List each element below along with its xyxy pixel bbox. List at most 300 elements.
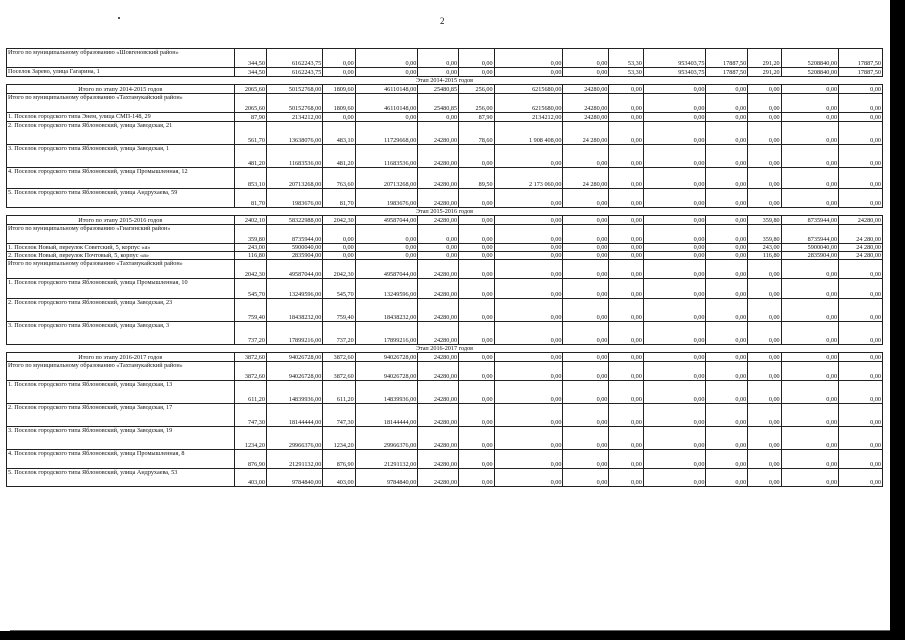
value-cell: 0,00 bbox=[459, 260, 494, 279]
value-cell: 17887,50 bbox=[706, 68, 748, 77]
value-cell: 6215680,00 bbox=[494, 94, 563, 113]
stage-header-row bbox=[7, 208, 883, 216]
table-row bbox=[7, 168, 883, 189]
value-cell: 0,00 bbox=[494, 252, 563, 260]
value-cell: 2134212,00 bbox=[494, 113, 563, 122]
value-cell: 0,00 bbox=[563, 260, 609, 279]
value-cell: 0,00 bbox=[748, 279, 781, 299]
value-cell: 0,00 bbox=[839, 404, 883, 427]
value-cell: 0,00 bbox=[609, 94, 643, 113]
value-cell: 0,00 bbox=[494, 216, 563, 225]
row-name: 2. Поселок Новый, переулок Почтовый, 5, корпус «а» bbox=[8, 252, 149, 259]
value-cell: 0,00 bbox=[494, 362, 563, 381]
row-name-cell bbox=[7, 68, 235, 77]
value-cell: 0,00 bbox=[781, 279, 838, 299]
value-cell: 49587044,00 bbox=[355, 216, 418, 225]
value-cell: 46110148,00 bbox=[355, 94, 418, 113]
value-cell: 0,00 bbox=[706, 113, 748, 122]
value-cell: 81,70 bbox=[234, 189, 266, 208]
scan-border-bottom bbox=[0, 631, 905, 640]
table-row bbox=[7, 362, 883, 381]
value-cell: 0,00 bbox=[748, 85, 781, 94]
value-cell: 0,00 bbox=[494, 244, 563, 252]
value-cell: 0,00 bbox=[609, 145, 643, 168]
value-cell: 0,00 bbox=[748, 189, 781, 208]
value-cell: 0,00 bbox=[643, 85, 706, 94]
housing-program-table bbox=[6, 48, 883, 487]
value-cell: 9784840,00 bbox=[355, 469, 418, 487]
value-cell: 0,00 bbox=[459, 299, 494, 322]
value-cell: 876,90 bbox=[234, 450, 266, 469]
value-cell: 49587044,00 bbox=[266, 260, 322, 279]
value-cell: 0,00 bbox=[748, 362, 781, 381]
value-cell: 0,00 bbox=[609, 225, 643, 244]
stage-total-row bbox=[7, 353, 883, 362]
value-cell: 24280,00 bbox=[418, 299, 459, 322]
value-cell: 24280,00 bbox=[418, 168, 459, 189]
value-cell: 0,00 bbox=[494, 381, 563, 404]
value-cell: 0,00 bbox=[459, 427, 494, 450]
value-cell: 0,00 bbox=[355, 68, 418, 77]
value-cell: 21291132,00 bbox=[355, 450, 418, 469]
value-cell: 24280,00 bbox=[418, 260, 459, 279]
value-cell: 9784840,00 bbox=[266, 469, 322, 487]
value-cell: 0,00 bbox=[748, 122, 781, 145]
value-cell: 747,30 bbox=[323, 404, 355, 427]
value-cell: 0,00 bbox=[494, 279, 563, 299]
value-cell: 0,00 bbox=[781, 469, 838, 487]
row-name: Поселок Зарево, улица Гагарина, 1 bbox=[8, 68, 100, 75]
value-cell: 759,40 bbox=[323, 299, 355, 322]
value-cell: 0,00 bbox=[781, 353, 838, 362]
row-name: 1. Поселок городского типа Яблоновский, улица Промышленная, 10 bbox=[8, 279, 188, 286]
value-cell: 50152768,00 bbox=[266, 85, 322, 94]
row-name-cell bbox=[7, 216, 235, 225]
value-cell: 0,00 bbox=[839, 381, 883, 404]
value-cell: 0,00 bbox=[609, 299, 643, 322]
page-number: 2 bbox=[440, 16, 445, 26]
row-name: 3. Поселок городского типа Яблоновский, улица Заводская, 3 bbox=[8, 322, 170, 329]
table-row bbox=[7, 404, 883, 427]
row-name-cell bbox=[7, 322, 235, 345]
stage-title: Этап 2016-2017 годов bbox=[7, 345, 883, 353]
value-cell: 0,00 bbox=[323, 252, 355, 260]
row-name: 1. Поселок городского типа Яблоновский, улица Заводская, 13 bbox=[8, 381, 173, 388]
row-name: Итого по муниципальному образованию «Тахтамукайский район» bbox=[8, 260, 183, 267]
value-cell: 256,00 bbox=[459, 94, 494, 113]
row-name: 4. Поселок городского типа Яблоновский, улица Промышленная, 8 bbox=[8, 450, 185, 457]
value-cell: 17887,50 bbox=[839, 68, 883, 77]
row-name: Итого по муниципальному образованию «Гиагинский район» bbox=[8, 225, 171, 232]
row-name-cell bbox=[7, 299, 235, 322]
row-name: 2. Поселок городского типа Яблоновский, улица Заводская, 21 bbox=[8, 122, 173, 129]
value-cell: 0,00 bbox=[706, 260, 748, 279]
value-cell: 0,00 bbox=[563, 381, 609, 404]
value-cell: 0,00 bbox=[494, 49, 563, 68]
value-cell: 1 908 408,00 bbox=[494, 122, 563, 145]
value-cell: 24280,00 bbox=[418, 404, 459, 427]
value-cell: 18144444,00 bbox=[355, 404, 418, 427]
value-cell: 3872,60 bbox=[234, 353, 266, 362]
value-cell: 0,00 bbox=[706, 404, 748, 427]
row-name: 2. Поселок городского типа Яблоновский, улица Заводская, 17 bbox=[8, 404, 173, 411]
value-cell: 0,00 bbox=[748, 260, 781, 279]
row-name: Итого по этапу 2014-2015 годов bbox=[78, 86, 163, 93]
value-cell: 0,00 bbox=[643, 260, 706, 279]
value-cell: 2134212,00 bbox=[266, 113, 322, 122]
value-cell: 0,00 bbox=[459, 189, 494, 208]
row-name-cell bbox=[7, 225, 235, 244]
value-cell: 0,00 bbox=[609, 113, 643, 122]
value-cell: 483,10 bbox=[323, 122, 355, 145]
value-cell: 0,00 bbox=[459, 362, 494, 381]
table-row bbox=[7, 260, 883, 279]
value-cell: 481,20 bbox=[323, 145, 355, 168]
table-row bbox=[7, 279, 883, 299]
table-row bbox=[7, 122, 883, 145]
value-cell: 0,00 bbox=[839, 279, 883, 299]
value-cell: 0,00 bbox=[459, 450, 494, 469]
value-cell: 24 280,00 bbox=[839, 244, 883, 252]
value-cell: 759,40 bbox=[234, 299, 266, 322]
value-cell: 49587044,00 bbox=[355, 260, 418, 279]
value-cell: 81,70 bbox=[323, 189, 355, 208]
value-cell: 0,00 bbox=[323, 225, 355, 244]
value-cell: 0,00 bbox=[494, 225, 563, 244]
value-cell: 0,00 bbox=[748, 299, 781, 322]
value-cell: 0,00 bbox=[563, 362, 609, 381]
value-cell: 20713268,00 bbox=[355, 168, 418, 189]
value-cell: 0,00 bbox=[706, 450, 748, 469]
value-cell: 0,00 bbox=[609, 381, 643, 404]
row-name: 4. Поселок городского типа Яблоновский, улица Промышленная, 12 bbox=[8, 168, 188, 175]
value-cell: 1809,60 bbox=[323, 94, 355, 113]
value-cell: 0,00 bbox=[459, 244, 494, 252]
value-cell: 0,00 bbox=[781, 122, 838, 145]
table-row bbox=[7, 252, 883, 260]
value-cell: 0,00 bbox=[748, 427, 781, 450]
value-cell: 2 173 060,00 bbox=[494, 168, 563, 189]
value-cell: 0,00 bbox=[643, 353, 706, 362]
value-cell: 18438232,00 bbox=[355, 299, 418, 322]
value-cell: 24280,00 bbox=[418, 381, 459, 404]
table-row bbox=[7, 244, 883, 252]
value-cell: 0,00 bbox=[609, 189, 643, 208]
value-cell: 344,50 bbox=[234, 49, 266, 68]
value-cell: 0,00 bbox=[459, 469, 494, 487]
value-cell: 0,00 bbox=[748, 145, 781, 168]
value-cell: 24280,00 bbox=[418, 469, 459, 487]
value-cell: 0,00 bbox=[706, 94, 748, 113]
value-cell: 0,00 bbox=[609, 322, 643, 345]
value-cell: 256,00 bbox=[459, 85, 494, 94]
value-cell: 0,00 bbox=[563, 299, 609, 322]
value-cell: 3872,60 bbox=[323, 353, 355, 362]
value-cell: 25480,85 bbox=[418, 85, 459, 94]
value-cell: 5208840,00 bbox=[781, 68, 838, 77]
value-cell: 0,00 bbox=[839, 85, 883, 94]
value-cell: 8735944,00 bbox=[781, 216, 838, 225]
value-cell: 0,00 bbox=[418, 49, 459, 68]
value-cell: 24 280,00 bbox=[563, 122, 609, 145]
value-cell: 0,00 bbox=[781, 189, 838, 208]
value-cell: 0,00 bbox=[706, 427, 748, 450]
value-cell: 53,30 bbox=[609, 49, 643, 68]
value-cell: 0,00 bbox=[355, 49, 418, 68]
value-cell: 0,00 bbox=[418, 244, 459, 252]
value-cell: 0,00 bbox=[563, 68, 609, 77]
value-cell: 0,00 bbox=[494, 404, 563, 427]
value-cell: 0,00 bbox=[494, 322, 563, 345]
value-cell: 611,20 bbox=[234, 381, 266, 404]
value-cell: 763,60 bbox=[323, 168, 355, 189]
row-name-cell bbox=[7, 244, 235, 252]
value-cell: 14839936,00 bbox=[266, 381, 322, 404]
row-name: Итого по муниципальному образованию «Тахтамукайский район» bbox=[8, 362, 183, 369]
table-row bbox=[7, 68, 883, 77]
value-cell: 11729668,00 bbox=[355, 122, 418, 145]
stage-title: Этап 2015-2016 годов bbox=[7, 208, 883, 216]
value-cell: 853,10 bbox=[234, 168, 266, 189]
value-cell: 359,80 bbox=[234, 225, 266, 244]
value-cell: 17887,50 bbox=[706, 49, 748, 68]
table-row bbox=[7, 145, 883, 168]
value-cell: 24 280,00 bbox=[839, 252, 883, 260]
stage-header-row bbox=[7, 345, 883, 353]
value-cell: 0,00 bbox=[643, 427, 706, 450]
value-cell: 24280,00 bbox=[418, 450, 459, 469]
value-cell: 94026728,00 bbox=[355, 362, 418, 381]
value-cell: 0,00 bbox=[839, 322, 883, 345]
value-cell: 0,00 bbox=[781, 94, 838, 113]
value-cell: 0,00 bbox=[706, 353, 748, 362]
value-cell: 0,00 bbox=[563, 427, 609, 450]
value-cell: 0,00 bbox=[563, 252, 609, 260]
row-name: 3. Поселок городского типа Яблоновский, улица Заводская, 1 bbox=[8, 145, 170, 152]
value-cell: 0,00 bbox=[839, 113, 883, 122]
value-cell: 0,00 bbox=[609, 216, 643, 225]
row-name: 1. Поселок городского типа Энем, улица СМП-148, 29 bbox=[8, 113, 151, 120]
value-cell: 747,30 bbox=[234, 404, 266, 427]
value-cell: 0,00 bbox=[781, 322, 838, 345]
value-cell: 24280,00 bbox=[418, 216, 459, 225]
row-name-cell bbox=[7, 252, 235, 260]
table-row bbox=[7, 299, 883, 322]
value-cell: 0,00 bbox=[643, 145, 706, 168]
value-cell: 11683536,00 bbox=[355, 145, 418, 168]
value-cell: 0,00 bbox=[748, 94, 781, 113]
row-name-cell bbox=[7, 189, 235, 208]
value-cell: 18438232,00 bbox=[266, 299, 322, 322]
value-cell: 0,00 bbox=[459, 279, 494, 299]
value-cell: 2042,30 bbox=[234, 260, 266, 279]
table-row bbox=[7, 427, 883, 450]
value-cell: 3872,60 bbox=[323, 362, 355, 381]
value-cell: 0,00 bbox=[459, 381, 494, 404]
value-cell: 0,00 bbox=[609, 404, 643, 427]
value-cell: 0,00 bbox=[459, 49, 494, 68]
value-cell: 24280,00 bbox=[418, 122, 459, 145]
row-name-cell bbox=[7, 168, 235, 189]
value-cell: 0,00 bbox=[323, 49, 355, 68]
value-cell: 0,00 bbox=[609, 450, 643, 469]
value-cell: 0,00 bbox=[781, 168, 838, 189]
value-cell: 0,00 bbox=[323, 113, 355, 122]
value-cell: 29966376,00 bbox=[266, 427, 322, 450]
value-cell: 0,00 bbox=[643, 252, 706, 260]
value-cell: 0,00 bbox=[494, 189, 563, 208]
value-cell: 0,00 bbox=[643, 113, 706, 122]
value-cell: 0,00 bbox=[494, 450, 563, 469]
row-name: Итого по муниципальному образованию «Тахтамукайский район» bbox=[8, 94, 183, 101]
value-cell: 116,80 bbox=[234, 252, 266, 260]
row-name-cell bbox=[7, 381, 235, 404]
value-cell: 0,00 bbox=[748, 353, 781, 362]
value-cell: 0,00 bbox=[706, 189, 748, 208]
value-cell: 0,00 bbox=[355, 252, 418, 260]
value-cell: 0,00 bbox=[563, 450, 609, 469]
scan-speck bbox=[118, 17, 120, 19]
value-cell: 0,00 bbox=[494, 353, 563, 362]
value-cell: 5900040,00 bbox=[266, 244, 322, 252]
value-cell: 6162243,75 bbox=[266, 49, 322, 68]
value-cell: 0,00 bbox=[643, 225, 706, 244]
value-cell: 78,60 bbox=[459, 122, 494, 145]
value-cell: 243,00 bbox=[234, 244, 266, 252]
value-cell: 737,20 bbox=[234, 322, 266, 345]
value-cell: 0,00 bbox=[609, 168, 643, 189]
value-cell: 13249596,00 bbox=[266, 279, 322, 299]
row-name: 2. Поселок городского типа Яблоновский, улица Заводская, 23 bbox=[8, 299, 173, 306]
value-cell: 0,00 bbox=[706, 299, 748, 322]
table-row bbox=[7, 450, 883, 469]
value-cell: 0,00 bbox=[706, 381, 748, 404]
value-cell: 87,90 bbox=[234, 113, 266, 122]
value-cell: 2042,30 bbox=[323, 216, 355, 225]
value-cell: 0,00 bbox=[706, 85, 748, 94]
value-cell: 13638076,00 bbox=[266, 122, 322, 145]
value-cell: 0,00 bbox=[323, 244, 355, 252]
value-cell: 0,00 bbox=[706, 122, 748, 145]
row-name-cell bbox=[7, 450, 235, 469]
value-cell: 6162243,75 bbox=[266, 68, 322, 77]
value-cell: 14839936,00 bbox=[355, 381, 418, 404]
row-name-cell bbox=[7, 49, 235, 68]
row-name-cell bbox=[7, 404, 235, 427]
value-cell: 24280,00 bbox=[563, 94, 609, 113]
value-cell: 0,00 bbox=[839, 362, 883, 381]
stage-total-row bbox=[7, 216, 883, 225]
value-cell: 0,00 bbox=[748, 469, 781, 487]
value-cell: 0,00 bbox=[609, 279, 643, 299]
table-row bbox=[7, 469, 883, 487]
value-cell: 0,00 bbox=[609, 244, 643, 252]
value-cell: 0,00 bbox=[839, 299, 883, 322]
value-cell: 8735944,00 bbox=[266, 225, 322, 244]
stage-total-row bbox=[7, 85, 883, 94]
value-cell: 876,90 bbox=[323, 450, 355, 469]
table-row bbox=[7, 113, 883, 122]
value-cell: 24280,00 bbox=[563, 113, 609, 122]
value-cell: 0,00 bbox=[781, 450, 838, 469]
value-cell: 0,00 bbox=[459, 225, 494, 244]
stage-header-row bbox=[7, 77, 883, 85]
value-cell: 2402,10 bbox=[234, 216, 266, 225]
value-cell: 243,00 bbox=[748, 244, 781, 252]
value-cell: 24280,00 bbox=[418, 322, 459, 345]
value-cell: 0,00 bbox=[781, 362, 838, 381]
value-cell: 0,00 bbox=[706, 168, 748, 189]
value-cell: 0,00 bbox=[459, 216, 494, 225]
value-cell: 359,80 bbox=[748, 216, 781, 225]
value-cell: 0,00 bbox=[839, 469, 883, 487]
value-cell: 0,00 bbox=[494, 299, 563, 322]
value-cell: 0,00 bbox=[643, 362, 706, 381]
row-name: 3. Поселок городского типа Яблоновский, улица Заводская, 19 bbox=[8, 427, 173, 434]
value-cell: 0,00 bbox=[563, 404, 609, 427]
value-cell: 0,00 bbox=[706, 216, 748, 225]
value-cell: 2835904,00 bbox=[781, 252, 838, 260]
value-cell: 0,00 bbox=[563, 145, 609, 168]
value-cell: 24280,00 bbox=[839, 216, 883, 225]
value-cell: 24 280,00 bbox=[563, 168, 609, 189]
value-cell: 0,00 bbox=[706, 225, 748, 244]
value-cell: 0,00 bbox=[781, 260, 838, 279]
value-cell: 0,00 bbox=[609, 252, 643, 260]
row-name: 5. Поселок городского типа Яблоновский, улица Андрухаева, 53 bbox=[8, 469, 178, 476]
value-cell: 1809,60 bbox=[323, 85, 355, 94]
value-cell: 0,00 bbox=[839, 145, 883, 168]
value-cell: 0,00 bbox=[609, 469, 643, 487]
value-cell: 0,00 bbox=[643, 381, 706, 404]
value-cell: 359,80 bbox=[748, 225, 781, 244]
value-cell: 0,00 bbox=[748, 404, 781, 427]
value-cell: 0,00 bbox=[418, 68, 459, 77]
value-cell: 0,00 bbox=[563, 322, 609, 345]
value-cell: 0,00 bbox=[643, 404, 706, 427]
value-cell: 24280,00 bbox=[418, 427, 459, 450]
value-cell: 0,00 bbox=[748, 322, 781, 345]
value-cell: 17899216,00 bbox=[355, 322, 418, 345]
value-cell: 0,00 bbox=[563, 225, 609, 244]
stage-title: Этап 2014-2015 годов bbox=[7, 77, 883, 85]
value-cell: 0,00 bbox=[459, 353, 494, 362]
value-cell: 0,00 bbox=[494, 469, 563, 487]
value-cell: 0,00 bbox=[781, 427, 838, 450]
row-name-cell bbox=[7, 260, 235, 279]
value-cell: 53,30 bbox=[609, 68, 643, 77]
value-cell: 46110148,00 bbox=[355, 85, 418, 94]
value-cell: 8735944,00 bbox=[781, 225, 838, 244]
value-cell: 1983676,00 bbox=[266, 189, 322, 208]
value-cell: 24 280,00 bbox=[839, 225, 883, 244]
value-cell: 6215680,00 bbox=[494, 85, 563, 94]
value-cell: 58322988,00 bbox=[266, 216, 322, 225]
value-cell: 0,00 bbox=[563, 49, 609, 68]
value-cell: 403,00 bbox=[234, 469, 266, 487]
value-cell: 344,50 bbox=[234, 68, 266, 77]
value-cell: 953403,75 bbox=[643, 68, 706, 77]
value-cell: 0,00 bbox=[563, 216, 609, 225]
value-cell: 24280,00 bbox=[418, 362, 459, 381]
value-cell: 0,00 bbox=[563, 279, 609, 299]
value-cell: 0,00 bbox=[609, 427, 643, 450]
value-cell: 0,00 bbox=[643, 450, 706, 469]
value-cell: 24280,00 bbox=[418, 189, 459, 208]
value-cell: 0,00 bbox=[706, 145, 748, 168]
value-cell: 0,00 bbox=[706, 322, 748, 345]
row-name-cell bbox=[7, 362, 235, 381]
